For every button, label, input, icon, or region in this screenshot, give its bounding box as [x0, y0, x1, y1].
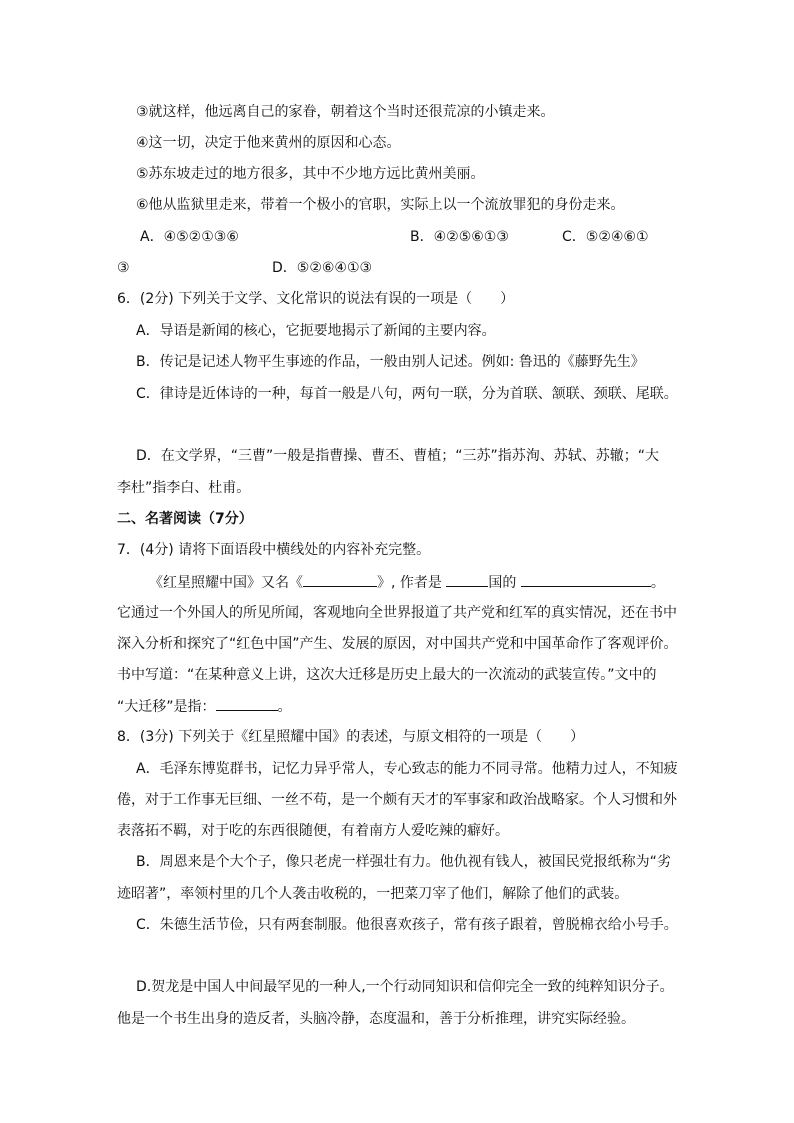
- q8-option-d-line1: D.贺龙是中国人中间最罕见的一种人,一个行动同知识和信仰完全一致的纯粹知识分子。: [136, 979, 674, 995]
- q7-paragraph-line5: [117, 696, 292, 717]
- q8-option-b-line2: 迹昭著”，率领村里的几个人袭击收税的，一把菜刀宰了他们，解除了他们的武装。: [117, 886, 629, 902]
- q5-option-a: A．④⑤②①③⑥: [140, 229, 239, 245]
- q6-option-d-line1: D．在文学界，“三曹”一般是指曹操、曹丕、曹植；“三苏”指苏洵、苏轼、苏辙；“大: [136, 448, 660, 464]
- q5-option-d: D．⑤②⑥④①③: [272, 260, 373, 276]
- q7-paragraph-line1: [149, 572, 665, 593]
- q6-option-a: A．导语是新闻的核心，它扼要地揭示了新闻的主要内容。: [136, 323, 496, 339]
- q5-option-c: C．⑤②④⑥①: [562, 229, 649, 245]
- q7-paragraph-line3: 深入分析和探究了“红色中国”产生、发展的原因，对中国共产党和中国革命作了客观评价。: [117, 636, 678, 652]
- q7-text-4: 。: [650, 575, 665, 591]
- q6-stem: 6．(2分) 下列关于文学、文化常识的说法有误的一项是（ ）: [117, 291, 515, 307]
- q8-option-b-line1: B．周恩来是个大个子，像只老虎一样强壮有力。他仇视有钱人，被国民党报纸称为“劣: [136, 854, 671, 870]
- q6-option-c: C．律诗是近体诗的一种，每首一般是八句，两句一联，分为首联、颔联、颈联、尾联。: [136, 386, 678, 402]
- q7-text-1: 《红星照耀中国》又名《: [149, 575, 303, 591]
- q8-option-c: C．朱德生活节俭，只有两套制服。他很喜欢孩子，常有孩子跟着，曾脱棉衣给小号手。: [136, 917, 678, 933]
- q5-option-b: B．④②⑤⑥①③: [410, 229, 509, 245]
- q5-option-c-cont: ③: [117, 260, 130, 276]
- q7-text-3: 国的: [488, 575, 517, 591]
- q7-text-6: 。: [277, 699, 292, 715]
- q5-sentence-5: ⑤苏东坡走过的地方很多，其中不少地方远比黄州美丽。: [136, 166, 485, 182]
- q8-stem: 8．(3分) 下列关于《红星照耀中国》的表述，与原文相符的一项是（ ）: [117, 729, 585, 745]
- q6-option-b: B．传记是记述人物平生事迹的作品，一般由别人记述。例如: 鲁迅的《藤野先生》: [136, 354, 645, 370]
- q8-option-a-line2: 倦，对于工作事无巨细、一丝不苟，是一个颇有天才的军事家和政治战略家。个人习惯和外: [117, 792, 677, 808]
- q5-sentence-4: ④这一切，决定于他来黄州的原因和心态。: [136, 135, 401, 151]
- author-country-blank[interactable]: [446, 572, 488, 587]
- q5-sentence-6: ⑥他从监狱里走来，带着一个极小的官职，实际上以一个流放罪犯的身份走来。: [136, 197, 625, 213]
- q6-option-d-line2: 李杜”指李白、杜甫。: [117, 480, 251, 496]
- migration-blank[interactable]: [216, 696, 278, 711]
- q8-option-a-line3: 表落拓不羁，对于吃的东西很随便，有着南方人爱吃辣的癖好。: [117, 823, 509, 839]
- q5-sentence-3: ③就这样，他远离自己的家眷，朝着这个当时还很荒凉的小镇走来。: [136, 104, 555, 120]
- book-alias-blank[interactable]: [303, 572, 377, 587]
- q7-paragraph-line2: 它通过一个外国人的所见所闻，客观地向全世界报道了共产党和红军的真实情况，还在书中: [117, 605, 677, 621]
- q8-option-d-line2: 他是一个书生出身的造反者，头脑冷静，态度温和，善于分析推理，讲究实际经验。: [117, 1011, 635, 1027]
- author-name-blank[interactable]: [521, 572, 651, 587]
- q7-paragraph-line4: 书中写道：“在某种意义上讲，这次大迁移是历史上最大的一次流动的武装宣传。”文中的: [117, 667, 657, 683]
- q7-stem: 7．(4分) 请将下面语段中横线处的内容补充完整。: [117, 542, 431, 558]
- q7-text-5: “大迁移”是指：: [117, 699, 216, 715]
- q8-option-a-line1: A．毛泽东博览群书，记忆力异乎常人，专心致志的能力不同寻常。他精力过人，不知疲: [136, 761, 678, 777]
- section-heading: 二、名著阅读（7分）: [117, 511, 253, 527]
- q7-text-2: 》, 作者是: [377, 575, 442, 591]
